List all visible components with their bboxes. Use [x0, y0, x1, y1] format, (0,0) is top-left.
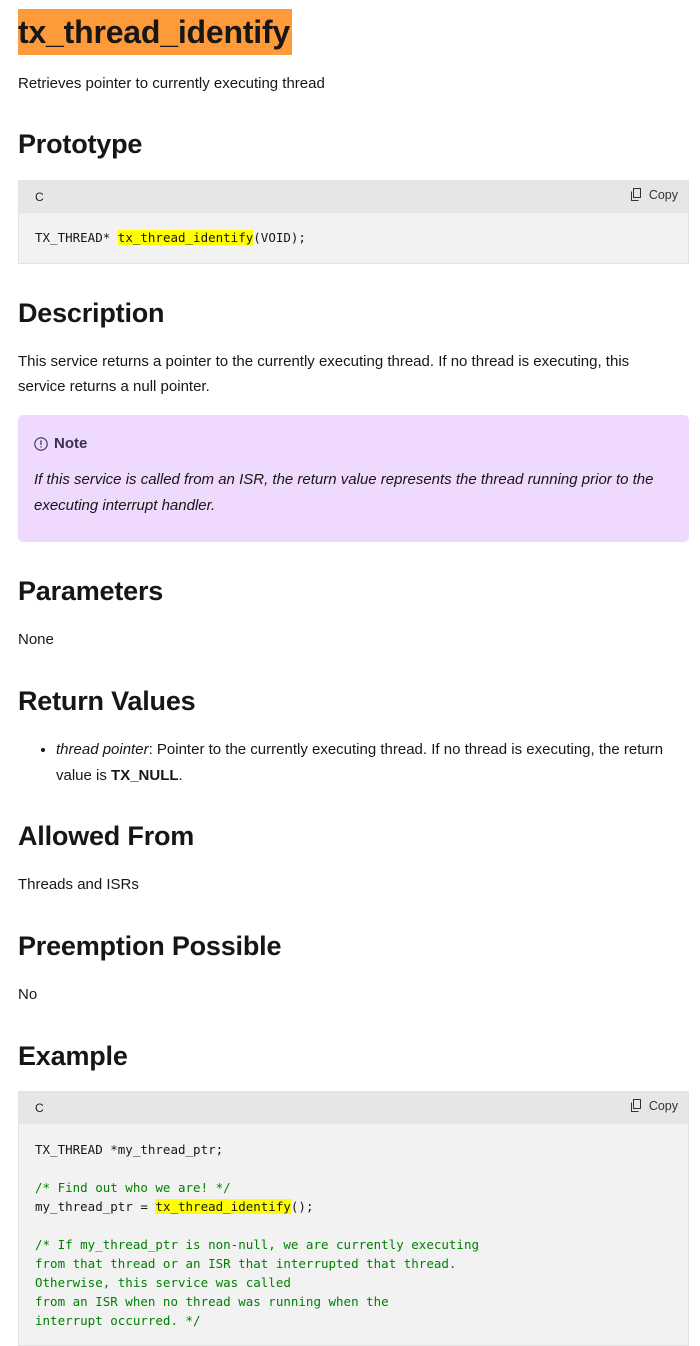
return-values-list — [18, 737, 688, 789]
code-header — [19, 1092, 688, 1124]
example-code — [19, 1124, 688, 1330]
code-text: (); — [290, 1199, 314, 1214]
highlighted-function: tx_thread_identify — [155, 1199, 291, 1214]
return-end: . — [178, 767, 183, 784]
prototype-code — [19, 213, 688, 247]
description-text: This service returns a pointer to the currently executing thread. If no thread is executing, this service returns a null pointer. — [18, 353, 630, 395]
code-text: TX_THREAD* — [35, 230, 118, 245]
heading-preemption: Preemption Possible — [18, 931, 282, 961]
note-header — [34, 435, 673, 452]
heading-return-values: Return Values — [18, 686, 196, 716]
summary-text: Retrieves pointer to currently executing thread — [18, 75, 325, 92]
return-value: TX_NULL — [111, 767, 179, 784]
heading-example: Example — [18, 1041, 128, 1071]
return-text: : Pointer to the currently executing thread. If no thread is executing, the return value is — [56, 741, 664, 784]
title-container — [18, 9, 292, 55]
code-header — [19, 181, 688, 213]
code-text: my_thread_ptr = — [35, 1199, 156, 1214]
highlighted-function: tx_thread_identify — [117, 230, 254, 245]
heading-allowed-from: Allowed From — [18, 821, 195, 851]
code-comment: /* Find out who we are! */ — [35, 1180, 231, 1195]
code-comment: /* If my_thread_ptr is non-null, we are currently executing from that thread or an ISR that interrupted that thread. Otherwise, this service was called from an ISR when no thread was running when the interrupt occurred. */ — [35, 1237, 480, 1328]
return-term: thread pointer — [56, 741, 149, 758]
parameters-text: None — [18, 631, 54, 648]
example-code-block — [18, 1091, 689, 1346]
copy-button[interactable] — [630, 188, 678, 202]
heading-parameters: Parameters — [18, 576, 164, 606]
heading-description: Description — [18, 298, 165, 328]
note-callout — [18, 415, 689, 542]
code-line: TX_THREAD *my_thread_ptr; — [35, 1142, 224, 1157]
copy-icon — [630, 1099, 643, 1113]
prototype-code-block — [18, 180, 689, 264]
code-language: C — [35, 190, 44, 204]
page-title: tx_thread_identify — [18, 9, 292, 55]
copy-label: Copy — [648, 1099, 678, 1113]
info-icon — [34, 437, 48, 451]
copy-button[interactable] — [630, 1099, 678, 1113]
code-language: C — [35, 1101, 44, 1115]
note-text: If this service is called from an ISR, the return value represents the thread running prior to the executing interrupt handler. — [34, 471, 654, 514]
heading-prototype: Prototype — [18, 129, 143, 159]
allowed-from-text: Threads and ISRs — [18, 876, 139, 893]
note-label: Note — [54, 435, 88, 452]
list-item — [56, 737, 688, 789]
copy-icon — [630, 188, 643, 202]
preemption-text: No — [18, 986, 38, 1003]
copy-label: Copy — [648, 188, 678, 202]
code-text: (VOID); — [253, 230, 306, 245]
